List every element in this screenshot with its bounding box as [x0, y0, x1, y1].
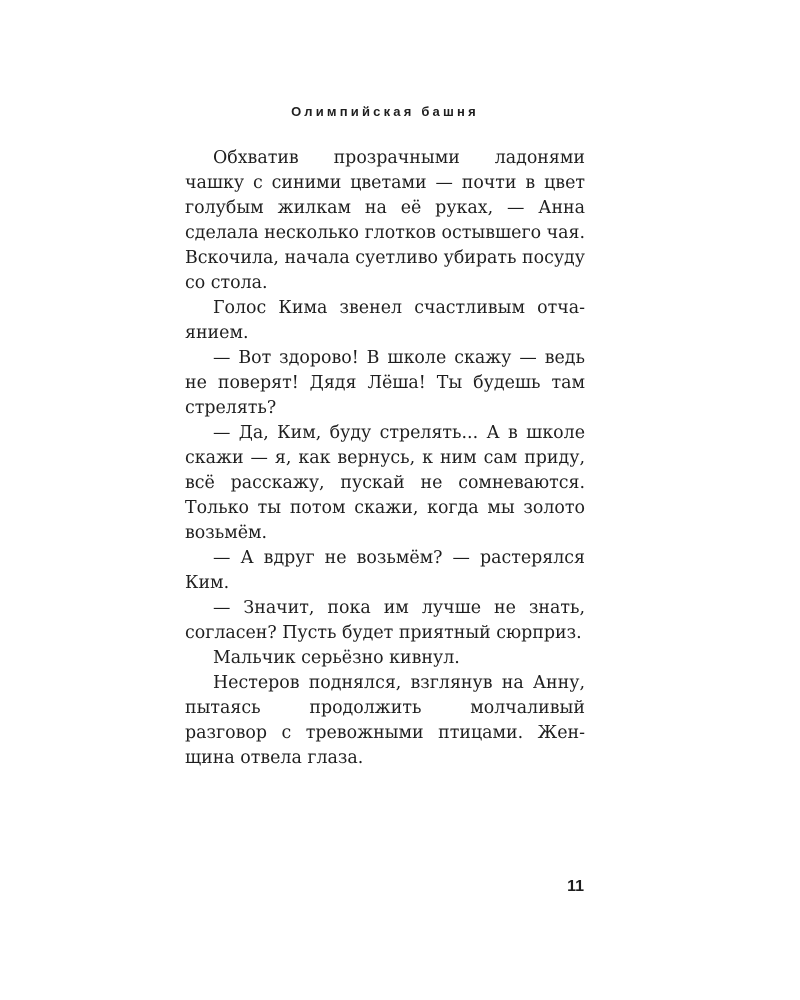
paragraph: — Значит, пока им лучше не знать, согласен? Пусть будет приятный сюрприз.: [185, 598, 585, 643]
paragraph: Обхватив прозрачными ладонями чашку с синими цветами — почти в цвет голубым жилкам на её руках, — Анна сделала несколько глотков остывшего чая. Вскочила, начала суетливо убирать посуду со стола.: [185, 148, 585, 293]
paragraph: — Да, Ким, буду стрелять... А в школе скажи — я, как вернусь, к ним сам приду, всё расскажу, пускай не сомневаются. Только ты потом скажи, когда мы золото возьмём.: [185, 423, 585, 543]
paragraph: Нестеров поднялся, взглянув на Анну, пытаясь продолжить молчаливый разговор с тревожными птицами. Женщина отвела глаза.: [185, 673, 585, 768]
body-text: [185, 146, 585, 771]
paragraph: Мальчик серьёзно кивнул.: [213, 648, 460, 668]
paragraph: — Вот здорово! В школе скажу — ведь не поверят! Дядя Лёша! Ты будешь там стрелять?: [185, 348, 585, 418]
page-number: 11: [567, 878, 584, 895]
running-head: Олимпийская башня: [291, 104, 479, 119]
paragraph: — А вдруг не возьмём? — растерялся Ким.: [185, 548, 585, 593]
paragraph: Голос Кима звенел счастливым отчаянием.: [185, 298, 585, 343]
